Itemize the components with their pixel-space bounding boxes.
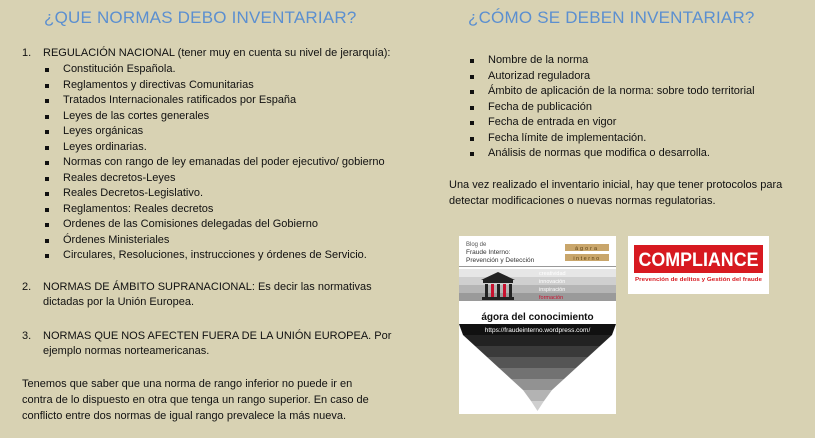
left-bullet-5: Leyes orgánicas xyxy=(43,124,423,140)
stripe-label-1: creatividad xyxy=(539,271,566,277)
item-2-number: 2. xyxy=(22,281,32,293)
item-1-bullet-list xyxy=(43,62,423,264)
right-bullet-1: Nombre de la norma xyxy=(468,53,798,69)
item-2-line-1: NORMAS DE ÁMBITO SUPRANACIONAL: Es decir las normativas xyxy=(43,281,372,293)
tile-text-1: ágora xyxy=(574,246,600,252)
tile-row-1 xyxy=(565,244,609,252)
blog-name-line-1: Fraude Interno: xyxy=(466,249,511,256)
stripe-label-3: inspiración xyxy=(539,287,566,293)
blog-brand: ágora del conocimiento xyxy=(481,312,594,323)
right-bullet-7: Análisis de normas que modifica o desarrolla. xyxy=(468,146,798,162)
left-bullet-13: Circulares, Resoluciones, instrucciones y órdenes de Servicio. xyxy=(43,248,423,264)
left-bullet-4: Leyes de las cortes generales xyxy=(43,109,423,125)
right-paragraph-line-2: detectar modificaciones o nuevas normas regulatorias. xyxy=(449,195,716,207)
right-bullet-2: Autorizad reguladora xyxy=(468,69,798,85)
item-3-line-2: ejemplo normas norteamericanas. xyxy=(43,345,210,357)
right-bullet-5: Fecha de entrada en vigor xyxy=(468,115,798,131)
item-3-line-1: NORMAS QUE NOS AFECTEN FUERA DE LA UNIÓN EUROPEA. Por xyxy=(43,330,392,342)
right-bullet-list xyxy=(468,53,798,162)
left-bullet-11: Ordenes de las Comisiones delegadas del Gobierno xyxy=(43,217,423,233)
compliance-logo xyxy=(628,236,769,294)
left-bullet-12: Órdenes Ministeriales xyxy=(43,233,423,249)
blog-url: https://fraudeinterno.wordpress.com/ xyxy=(484,327,591,334)
left-bullet-3: Tratados Internacionales ratificados por España xyxy=(43,93,423,109)
item-1-text: REGULACIÓN NACIONAL (tener muy en cuenta su nivel de jerarquía): xyxy=(43,47,391,59)
tile-row-2 xyxy=(565,254,609,262)
footer-line-1: Tenemos que saber que una norma de rango inferior no puede ir en xyxy=(22,378,353,390)
item-3-number: 3. xyxy=(22,330,32,342)
blog-small-label: Blog de xyxy=(466,242,487,248)
footer-line-2: contra de lo dispuesto en otra que tenga un rango superior. En caso de xyxy=(22,394,369,406)
right-paragraph-line-1: Una vez realizado el inventario inicial, hay que tener protocolos para xyxy=(449,179,783,191)
compliance-word: COMPLIANCE xyxy=(638,250,759,271)
right-bullet-4: Fecha de publicación xyxy=(468,100,798,116)
blog-name-line-2: Prevención y Detección xyxy=(466,257,535,264)
right-heading: ¿CÓMO SE DEBEN INVENTARIAR? xyxy=(468,8,755,27)
compliance-tagline: Prevención de delitos y Gestión del fraude xyxy=(635,277,762,283)
right-bullet-6: Fecha límite de implementación. xyxy=(468,131,798,147)
left-heading: ¿QUE NORMAS DEBO INVENTARIAR? xyxy=(44,8,357,27)
left-bullet-6: Leyes ordinarias. xyxy=(43,140,423,156)
left-bullet-8: Reales decretos-Leyes xyxy=(43,171,423,187)
left-bullet-9: Reales Decretos-Legislativo. xyxy=(43,186,423,202)
right-bullet-3: Ámbito de aplicación de la norma: sobre todo territorial xyxy=(468,84,798,100)
compliance-logo-graphic xyxy=(628,236,769,294)
left-bullet-2: Reglamentos y directivas Comunitarias xyxy=(43,78,423,94)
left-bullet-7: Normas con rango de ley emanadas del poder ejecutivo/ gobierno xyxy=(43,155,423,171)
left-bullet-1: Constitución Española. xyxy=(43,62,423,78)
left-bullet-10: Reglamentos: Reales decretos xyxy=(43,202,423,218)
stripe-label-4: formación xyxy=(539,295,564,301)
item-2-line-2: dictadas por la Unión Europea. xyxy=(43,296,195,308)
item-1-number: 1. xyxy=(22,47,32,59)
tile-text-2: interno xyxy=(573,256,601,262)
funnel-graphic xyxy=(459,324,616,411)
blog-logo xyxy=(459,236,616,414)
stripe-label-2: innovación xyxy=(539,279,566,285)
footer-line-3: conflicto entre dos normas de igual rango prevalece la más nueva. xyxy=(22,410,347,422)
blog-logo-graphic xyxy=(459,236,616,414)
